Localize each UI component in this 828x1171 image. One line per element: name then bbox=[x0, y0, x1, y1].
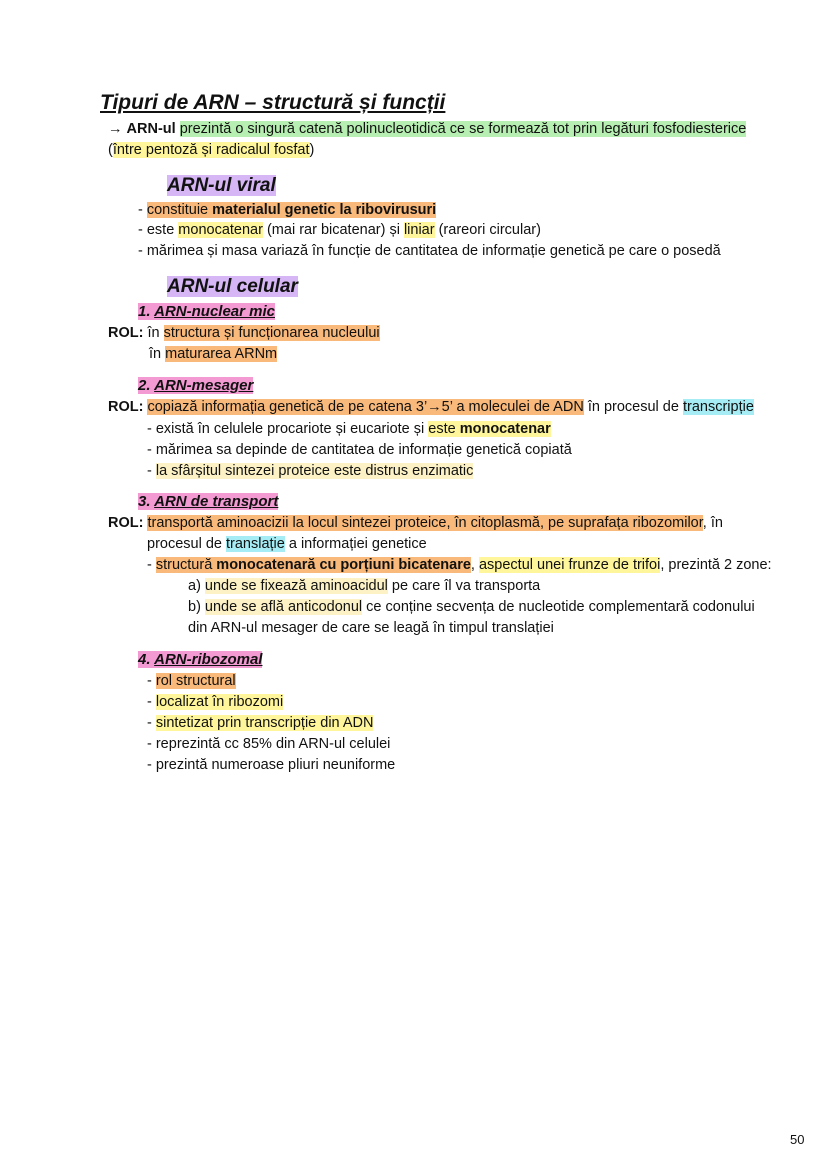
rol-label: ROL: bbox=[108, 325, 144, 341]
viral-l2-monocatenar: monocatenar bbox=[178, 222, 263, 238]
s3-l2-b: translație bbox=[226, 536, 285, 552]
dash: - bbox=[138, 202, 147, 218]
viral-l1-highlight bbox=[147, 202, 436, 218]
s1-l2-a: în bbox=[149, 346, 166, 362]
viral-l1-text: constituie bbox=[146, 202, 213, 218]
paren-close: ) bbox=[309, 142, 315, 158]
viral-l2-liniar: liniar bbox=[403, 222, 435, 238]
s3-a-b: unde se fixează aminoacidul bbox=[204, 578, 388, 594]
section-1-num: 1. bbox=[138, 303, 151, 320]
s4-item-1 bbox=[147, 672, 236, 691]
s3-l1-b: , în bbox=[702, 515, 723, 531]
s3-l1-a: transportă aminoacizii la locul sintezei proteice, în citoplasmă, pe suprafața ribozomilor bbox=[147, 515, 703, 531]
s3-line-2 bbox=[147, 535, 427, 554]
s2-line-3: - mărimea sa depinde de cantitatea de informație genetică copiată bbox=[147, 442, 572, 458]
s2-l1-c: transcripție bbox=[682, 399, 754, 415]
s1-l1-a: în bbox=[143, 325, 164, 341]
s3-a-a: a) bbox=[188, 578, 205, 594]
s4-item-4: - reprezintă cc 85% din ARN-ul celulei bbox=[147, 736, 391, 752]
viral-l2-c: (mai rar bicatenar) și bbox=[262, 222, 404, 238]
s3-a-c: pe care îl va transporta bbox=[387, 578, 541, 594]
s2-line-1 bbox=[108, 398, 754, 417]
heading-viral bbox=[167, 174, 276, 197]
s2-l4-b: la sfârșitul sintezei proteice este distrus enzimatic bbox=[155, 463, 474, 479]
heading-celular bbox=[167, 275, 298, 298]
dash: - bbox=[147, 463, 156, 479]
s2-l1-a: copiază informația genetică de pe catena 3’→5’ a moleculei de ADN bbox=[147, 399, 584, 415]
arrow-icon: → bbox=[108, 121, 123, 137]
s3-line-3 bbox=[147, 556, 772, 575]
s2-l2-c: monocatenar bbox=[459, 421, 551, 437]
viral-l2-a: - este bbox=[138, 222, 179, 238]
s4-i2: localizat în ribozomi bbox=[155, 694, 284, 710]
s4-item-3 bbox=[147, 714, 373, 733]
s3-l3-f: , prezintă 2 zone: bbox=[660, 557, 772, 573]
intro-line-1 bbox=[108, 120, 746, 139]
heading-celular-text: ARN-ul celular bbox=[167, 276, 298, 297]
section-1-name: ARN-nuclear mic bbox=[154, 303, 276, 320]
s3-zone-b-cont: din ARN-ul mesager de care se leagă în timpul translației bbox=[188, 620, 554, 636]
page-number: 50 bbox=[790, 1132, 805, 1147]
section-2-heading bbox=[138, 376, 253, 395]
s2-l1-b: în procesul de bbox=[583, 399, 683, 415]
section-3-name: ARN de transport bbox=[154, 493, 279, 510]
s1-l1-b: structura și funcționarea nucleului bbox=[163, 325, 380, 341]
intro-line-2 bbox=[108, 141, 314, 160]
s2-line-4 bbox=[147, 462, 473, 481]
page-title: Tipuri de ARN – structură și funcții bbox=[100, 91, 446, 114]
s2-line-2 bbox=[147, 420, 551, 439]
viral-line-2 bbox=[138, 221, 541, 240]
s3-b-b: unde se află anticodonul bbox=[204, 599, 363, 615]
s3-line-1 bbox=[108, 514, 723, 533]
s1-l2-b: maturarea ARNm bbox=[165, 346, 278, 362]
s2-l2-a: - există în celulele procariote și eucariote și bbox=[147, 421, 429, 437]
intro-definition: prezintă o singură catenă polinucleotidică ce se formează tot prin legături fosfodiesterice bbox=[179, 121, 747, 137]
dash: - bbox=[147, 673, 156, 689]
dash: - bbox=[147, 557, 156, 573]
intro-term: ARN-ul bbox=[126, 121, 176, 137]
dash: - bbox=[147, 715, 156, 731]
section-4-num: 4. bbox=[138, 651, 151, 668]
rol-label: ROL: bbox=[108, 399, 144, 415]
intro-detail: între pentoză și radicalul fosfat bbox=[112, 142, 310, 158]
viral-l1-bold: materialul genetic la ribovirusuri bbox=[212, 202, 437, 218]
s3-b-c: ce conține secvența de nucleotide complementară codonului bbox=[362, 599, 755, 615]
s2-l2-b: este bbox=[428, 421, 460, 437]
s4-i1: rol structural bbox=[155, 673, 236, 689]
s1-line-1 bbox=[108, 324, 380, 343]
section-3-heading bbox=[138, 492, 278, 511]
s4-item-2 bbox=[147, 693, 283, 712]
heading-viral-text: ARN-ul viral bbox=[167, 175, 276, 196]
s3-l2-c: a informației genetice bbox=[284, 536, 427, 552]
section-2-num: 2. bbox=[138, 377, 151, 394]
paren-open: ( bbox=[108, 142, 113, 158]
section-4-heading bbox=[138, 650, 262, 669]
dash: - bbox=[147, 694, 156, 710]
section-4-name: ARN-ribozomal bbox=[154, 651, 263, 668]
section-2-name: ARN-mesager bbox=[154, 377, 254, 394]
s3-l3-highlight bbox=[156, 557, 471, 573]
viral-line-1 bbox=[138, 201, 436, 220]
s4-item-5: - prezintă numeroase pliuri neuniforme bbox=[147, 757, 396, 773]
s3-l3-b: structură bbox=[155, 557, 217, 573]
s1-line-2 bbox=[149, 345, 277, 364]
section-3-num: 3. bbox=[138, 493, 151, 510]
s3-zone-a bbox=[188, 577, 540, 596]
s4-i3: sintetizat prin transcripție din ADN bbox=[155, 715, 374, 731]
s3-l3-d: , bbox=[470, 557, 479, 573]
s3-zone-b bbox=[188, 598, 755, 617]
s3-l3-e: aspectul unei frunze de trifoi bbox=[478, 557, 661, 573]
s2-l2-highlight bbox=[428, 421, 551, 437]
viral-line-3: - mărimea și masa variază în funcție de cantitatea de informație genetică pe care o posedă bbox=[138, 243, 721, 259]
section-1-heading bbox=[138, 302, 275, 321]
rol-label: ROL: bbox=[108, 515, 144, 531]
s3-l3-c: monocatenară cu porțiuni bicatenare bbox=[216, 557, 471, 573]
s3-l2-a: procesul de bbox=[147, 536, 226, 552]
s3-b-a: b) bbox=[188, 599, 205, 615]
viral-l2-e: (rareori circular) bbox=[434, 222, 541, 238]
